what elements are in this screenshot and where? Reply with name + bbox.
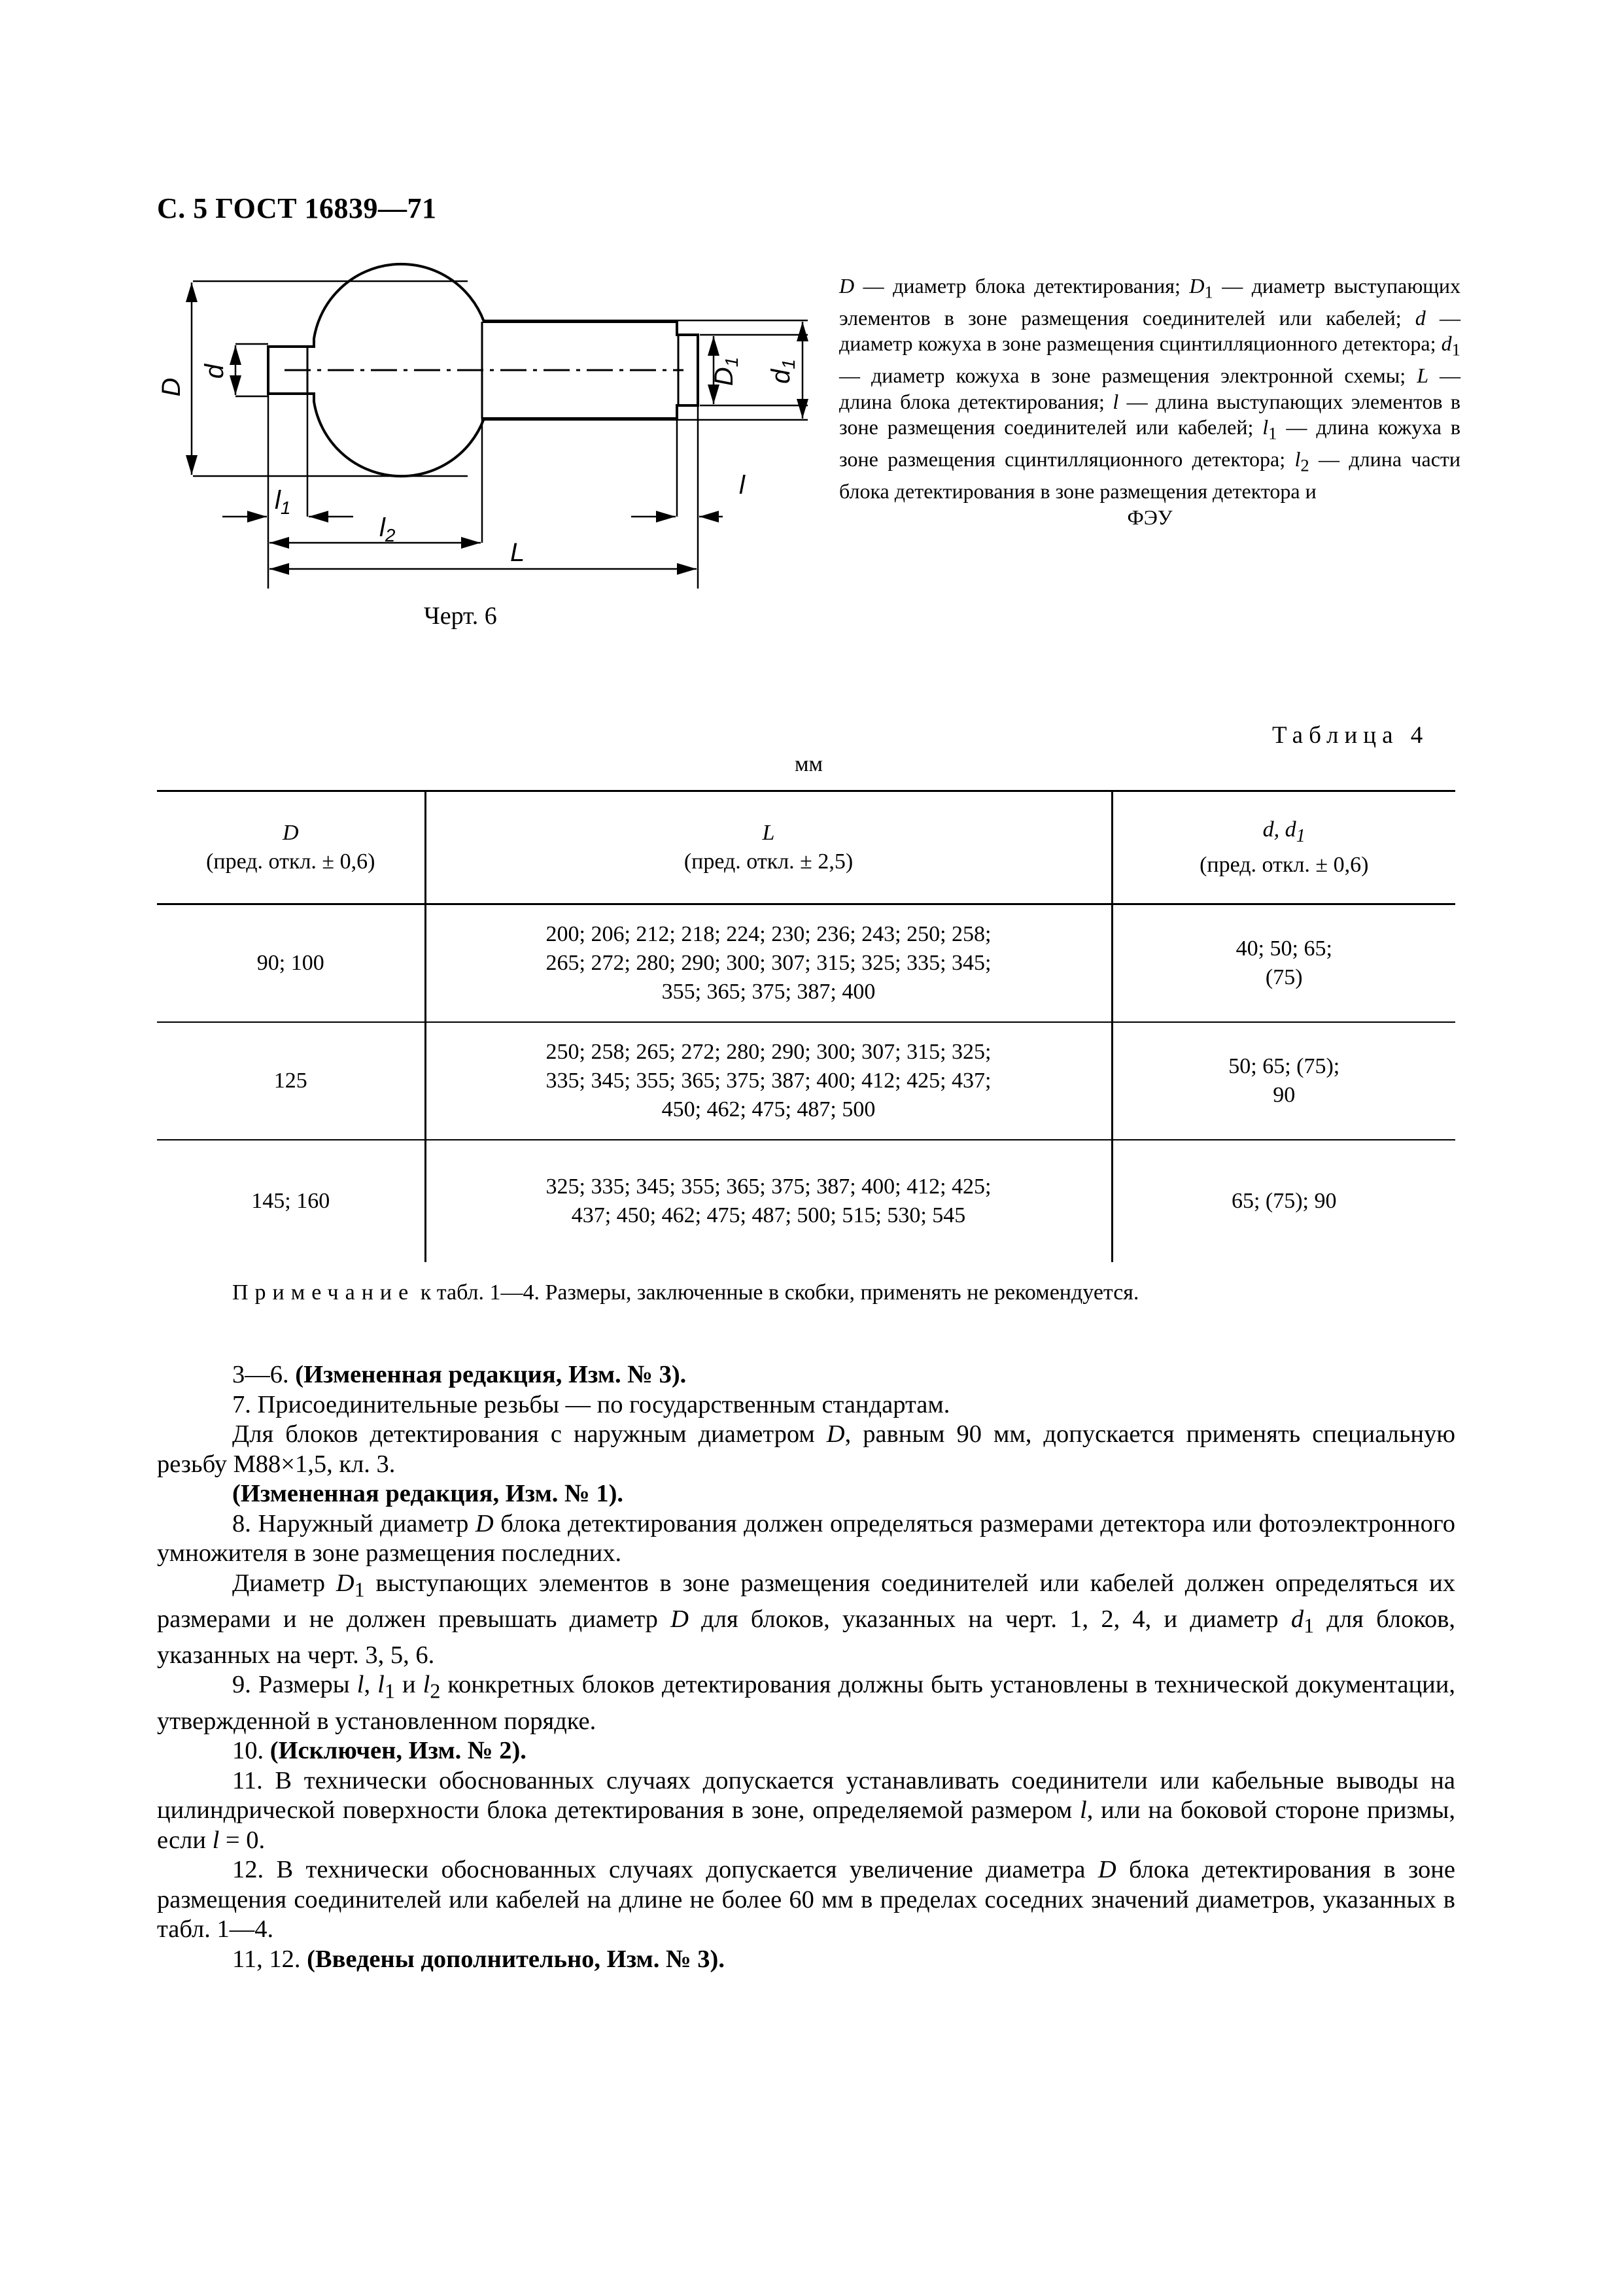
dim-label-D: D	[157, 377, 186, 397]
body-paragraph: 11, 12. (Введены дополнительно, Изм. № 3).	[232, 1945, 725, 1973]
header-symbol: D	[282, 821, 299, 845]
header-cell-d	[1112, 791, 1455, 904]
body-paragraph: Для блоков детектирования с наружным диаметром D, равным 90 мм, допускается применять специальную резьбу М88×1,5, кл. 3.	[157, 1420, 1456, 1478]
cell-D: 125	[157, 1022, 425, 1140]
dim-label-l2: $l_2$	[379, 513, 396, 545]
cell-line: 335; 345; 355; 365; 375; 387; 400; 412; 425; 437;	[545, 1069, 992, 1093]
drawing-legend	[839, 273, 1460, 530]
legend-text: D — диаметр блока детектирования; $D_1$ — диаметр выступающих элементов в зоне размещения соединителей или кабелей; d — диаметр кожуха в зоне размещения сцинтилляционного детектора; $d_1$ — диаметр кожуха в зоне размещения электронной схемы; L — длина блока детектирования; l — длина выступающих элементов в зоне размещения соединителей или кабелей; $l_1$ — длина кожуха в зоне размещения сцинтилляционного детектора; $l_2$ — длина части блока детектирования в зоне размещения детектора и	[839, 274, 1461, 504]
dim-label-l: l	[739, 471, 745, 500]
table-row	[157, 1022, 1455, 1140]
body-paragraph: 10. (Исключен, Изм. № 2).	[232, 1737, 527, 1765]
cell-line: 50; 65; (75);	[1228, 1054, 1340, 1078]
table-note	[232, 1280, 1139, 1305]
cell-line: 437; 450; 462; 475; 487; 500; 515; 530; 545	[571, 1203, 966, 1227]
cell-line: 450; 462; 475; 487; 500	[661, 1097, 876, 1122]
header-tolerance: (пред. откл. ± 0,6)	[1200, 852, 1369, 877]
table-header-row	[157, 791, 1455, 904]
header-tolerance: (пред. откл. ± 2,5)	[683, 849, 854, 874]
header-symbol: L	[762, 821, 775, 845]
cell-line: 250; 258; 265; 272; 280; 290; 300; 307; 315; 325;	[545, 1040, 992, 1064]
cell-d	[1112, 1140, 1455, 1262]
cell-line: 40; 50; 65;	[1235, 936, 1332, 961]
header-tolerance: (пред. откл. ± 0,6)	[206, 849, 375, 874]
cell-L	[425, 904, 1112, 1023]
body-paragraph: Диаметр $D_1$ выступающих элементов в зоне размещения соединителей или кабелей должен определяться их размерами и не должен превышать диаметр D для блоков, указанных на черт. 1, 2, 4, и диаметр $d_1$ для блоков, указанных на черт. 3, 5, 6.	[157, 1569, 1456, 1669]
header-cell-L	[425, 791, 1112, 904]
dim-label-L: L	[510, 538, 525, 567]
dimensions-table	[157, 790, 1455, 1262]
legend-last-line: ФЭУ	[1127, 505, 1173, 529]
cell-D: 145; 160	[251, 1189, 330, 1213]
body-paragraph: 11. В технически обоснованных случаях допускается устанавливать соединители или кабельные выводы на цилиндрической поверхности блока детектирования в зоне, определяемой размером l, или на боковой стороне призмы, если l = 0.	[157, 1766, 1455, 1854]
cell-line: 200; 206; 212; 218; 224; 230; 236; 243; 250; 258;	[545, 922, 992, 946]
table-units: мм	[795, 752, 823, 776]
technical-drawing	[147, 268, 799, 595]
body-paragraph: 12. В технически обоснованных случаях допускается увеличение диаметра D блока детектирования в зоне размещения соединителей или кабелей на длине не более 60 мм в пределах соседних значений диаметров, указанных в табл. 1—4.	[157, 1856, 1455, 1944]
body-paragraph: 8. Наружный диаметр D блока детектирования должен определяться размерами детектора или фотоэлектронного умножителя в зоне размещения последних.	[157, 1509, 1455, 1567]
cell-line: 65; (75); 90	[1231, 1189, 1337, 1213]
body-text	[157, 1360, 1455, 1974]
body-paragraph: (Измененная редакция, Изм. № 1).	[232, 1480, 624, 1507]
header-cell-D	[157, 791, 425, 904]
note-label: Примечание	[232, 1280, 415, 1305]
cell-line: (75)	[1265, 965, 1303, 989]
dim-label-D1: $D_1$	[710, 356, 742, 386]
note-text: к табл. 1—4. Размеры, заключенные в скобки, применять не рекомендуется.	[420, 1280, 1139, 1305]
dim-label-l1: $l_1$	[275, 486, 291, 518]
dim-label-d1: $d_1$	[767, 359, 799, 384]
cell-d	[1112, 1022, 1455, 1140]
cell-line: 265; 272; 280; 290; 300; 307; 315; 325; 335; 345;	[545, 951, 992, 975]
body-paragraph: 9. Размеры l, $l_1$ и $l_2$ конкретных блоков детектирования должны быть установлены в технической документации, утвержденной в установленном порядке.	[157, 1671, 1455, 1735]
table-row	[157, 1140, 1455, 1262]
table-row	[157, 904, 1455, 1023]
header-symbol: d, $d_1$	[1262, 817, 1305, 846]
drawing-caption: Черт. 6	[424, 602, 497, 630]
dim-label-d: d	[200, 364, 229, 379]
body-paragraph: 3—6. (Измененная редакция, Изм. № 3).	[232, 1361, 687, 1388]
cell-D: 90; 100	[157, 904, 425, 1023]
cell-L	[425, 1140, 1112, 1262]
table-title: Таблица 4	[1272, 722, 1429, 749]
cell-line: 325; 335; 345; 355; 365; 375; 387; 400; 412; 425;	[545, 1174, 992, 1199]
page-header: С. 5 ГОСТ 16839—71	[157, 192, 437, 224]
cell-d	[1112, 904, 1455, 1023]
cell-line: 355; 365; 375; 387; 400	[661, 980, 876, 1004]
body-paragraph: 7. Присоединительные резьбы — по государственным стандартам.	[232, 1390, 950, 1418]
cell-L	[425, 1022, 1112, 1140]
cell-line: 90	[1273, 1083, 1296, 1107]
